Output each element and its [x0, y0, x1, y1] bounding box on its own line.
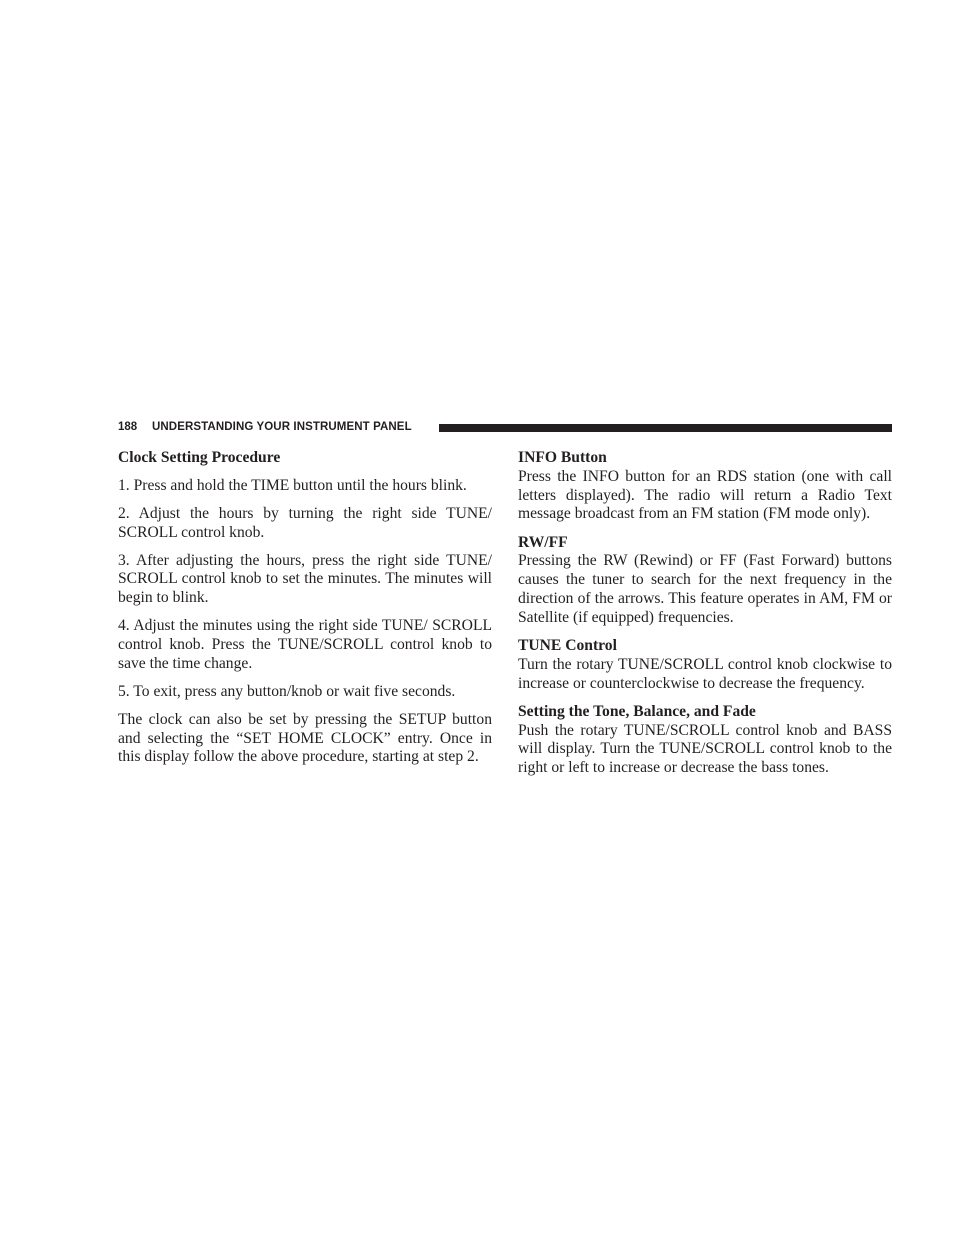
- step-3-paragraph: 3. After adjusting the hours, press the right side TUNE/ SCROLL control knob to set the minutes. The minutes will begin to blink.: [118, 551, 492, 607]
- tone-balance-fade-section: [518, 703, 892, 778]
- tone-balance-fade-heading: Setting the Tone, Balance, and Fade: [518, 702, 756, 720]
- page-number: 188: [118, 421, 138, 433]
- section-title: UNDERSTANDING YOUR INSTRUMENT PANEL: [152, 421, 412, 433]
- step-1-paragraph: 1. Press and hold the TIME button until the hours blink.: [118, 476, 467, 494]
- page-header: [118, 419, 892, 435]
- info-button-heading: INFO Button: [518, 449, 607, 466]
- tune-control-section: [518, 637, 892, 693]
- tune-control-body: Turn the rotary TUNE/SCROLL control knob clockwise to increase or counterclockwise to decrease the frequency.: [518, 655, 892, 692]
- rw-ff-section: [518, 534, 892, 628]
- step-4-paragraph: 4. Adjust the minutes using the right side TUNE/ SCROLL control knob. Press the TUNE/SCROLL control knob to save the time change.: [118, 617, 492, 672]
- rw-ff-body: Pressing the RW (Rewind) or FF (Fast Forward) buttons causes the tuner to search for the next frequency in the direction of the arrows. This feature operates in AM, FM or Satellite (if equipped) frequencies.: [518, 552, 892, 626]
- header-rule-bar: [439, 424, 892, 432]
- right-column: [518, 449, 892, 787]
- left-column: [118, 449, 492, 776]
- info-button-section: [518, 449, 892, 524]
- step-5-paragraph: 5. To exit, press any button/knob or wait five seconds.: [118, 682, 456, 700]
- setup-clock-paragraph: The clock can also be set by pressing the SETUP button and selecting the “SET HOME CLOCK” entry. Once in this display follow the above procedure, starting at step 2.: [118, 710, 492, 766]
- info-button-body: Press the INFO button for an RDS station (one with call letters displayed). The radio will return a Radio Text message broadcast from an FM station (FM mode only).: [518, 467, 892, 523]
- tone-balance-fade-body: Push the rotary TUNE/SCROLL control knob and BASS will display. Turn the TUNE/SCROLL control knob to the right or left to increase or decrease the bass tones.: [518, 721, 892, 777]
- tune-control-heading: TUNE Control: [518, 636, 617, 654]
- step-2-paragraph: 2. Adjust the hours by turning the right side TUNE/ SCROLL control knob.: [118, 504, 492, 541]
- rw-ff-heading: RW/FF: [518, 533, 568, 551]
- clock-setting-heading: Clock Setting Procedure: [118, 449, 281, 466]
